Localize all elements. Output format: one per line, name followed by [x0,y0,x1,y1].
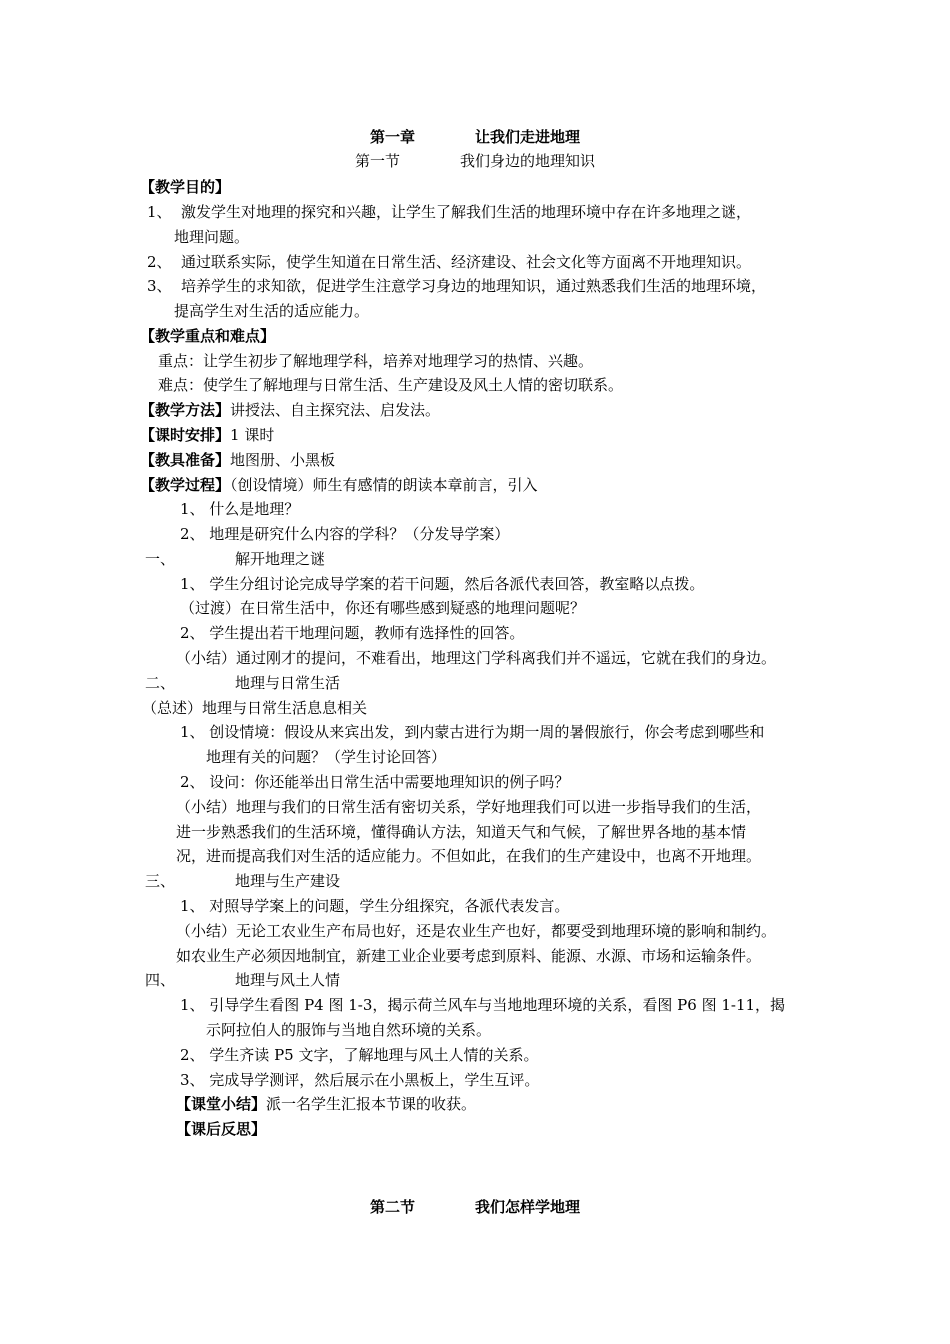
section-title [0,149,950,174]
section-number: 第一节 [354,152,400,170]
part-heading: 一、 解开地理之谜 [145,550,326,568]
part-step: 2、 学生齐读 P5 文字，了解地理与风土人情的关系。 [180,1046,539,1064]
part-heading: 三、 地理与生产建设 [145,872,341,890]
process-question: 1、 什么是地理？ [180,500,300,518]
reflection-heading: 【课后反思】 [176,1120,267,1138]
part-summary: 如农业生产必须因地制宜，新建工业企业要考虑到原料、能源、水源、市场和运输条件。 [176,947,762,965]
chapter-name: 让我们走进地理 [475,128,581,146]
teaching-tools: 【教具准备】地图册、小黑板 [140,451,336,469]
section-two-title [0,1195,950,1220]
part-heading: 二、 地理与日常生活 [145,674,341,692]
part-step-continued: 地理有关的问题？（学生讨论回答） [206,748,447,766]
class-schedule: 【课时安排】1 课时 [140,426,275,444]
part-step: 3、 完成导学测评，然后展示在小黑板上，学生互评。 [180,1071,540,1089]
part-transition: （过渡）在日常生活中，你还有哪些感到疑惑的地理问题呢？ [180,599,586,617]
section-two-number: 第二节 [369,1198,415,1216]
teaching-method: 【教学方法】讲授法、自主探究法、启发法。 [140,401,441,419]
part-summary: 进一步熟悉我们的生活环境，懂得确认方法，知道天气和气候，了解世界各地的基本情 [176,823,747,841]
section-name: 我们身边的地理知识 [460,152,596,170]
teaching-process: 【教学过程】（创设情境）师生有感情的朗读本章前言，引入 [140,476,538,494]
part-step: 2、 学生提出若干地理问题，教师有选择性的回答。 [180,624,525,642]
part-step: 2、 设问：你还能举出日常生活中需要地理知识的例子吗？ [180,773,570,791]
chapter-title [0,125,950,150]
part-step: 1、 创设情境：假设从来宾出发，到内蒙古进行为期一周的暑假旅行，你会考虑到哪些和 [180,723,765,741]
part-summary: （小结）地理与我们的日常生活有密切关系，学好地理我们可以进一步指导我们的生活， [176,798,762,816]
part-step-continued: 示阿拉伯人的服饰与当地自然环境的关系。 [206,1021,492,1039]
difficult-point: 难点：使学生了解地理与日常生活、生产建设及风土人情的密切联系。 [158,376,624,394]
part-summary: （小结）通过刚才的提问，不难看出，地理这门学科离我们并不遥远，它就在我们的身边。 [176,649,777,667]
key-point: 重点：让学生初步了解地理学科，培养对地理学习的热情、兴趣。 [158,352,594,370]
objective-item-continued: 提高学生对生活的适应能力。 [174,302,370,320]
objective-item: 1、 激发学生对地理的探究和兴趣，让学生了解我们生活的地理环境中存在许多地理之谜， [147,203,752,221]
objective-item: 3、 培养学生的求知欲，促进学生注意学习身边的地理知识，通过熟悉我们生活的地理环境， [147,277,767,295]
part-summary: 况，进而提高我们对生活的适应能力。不但如此，在我们的生产建设中，也离不开地理。 [176,847,762,865]
section-two-name: 我们怎样学地理 [475,1198,581,1216]
part-step: 1、 学生分组讨论完成导学案的若干问题，然后各派代表回答，教室略以点拨。 [180,575,705,593]
part-overview: （总述）地理与日常生活息息相关 [142,699,368,717]
chapter-number: 第一章 [369,128,415,146]
part-summary: （小结）无论工农业生产布局也好，还是农业生产也好，都要受到地理环境的影响和制约。 [176,922,777,940]
objectives-heading: 【教学目的】 [140,178,231,196]
objective-item-continued: 地理问题。 [174,228,250,246]
objective-item: 2、 通过联系实际，使学生知道在日常生活、经济建设、社会文化等方面离不开地理知识。 [147,253,752,271]
part-heading: 四、 地理与风土人情 [145,971,341,989]
part-step: 1、 对照导学案上的问题，学生分组探究，各派代表发言。 [180,897,570,915]
class-summary: 【课堂小结】派一名学生汇报本节课的收获。 [176,1095,477,1113]
keypoints-heading: 【教学重点和难点】 [140,327,276,345]
part-step: 1、 引导学生看图 P4 图 1-3，揭示荷兰风车与当地地理环境的关系，看图 P6 图 1-11，揭 [180,996,786,1014]
process-question: 2、 地理是研究什么内容的学科？（分发导学案） [180,525,510,543]
